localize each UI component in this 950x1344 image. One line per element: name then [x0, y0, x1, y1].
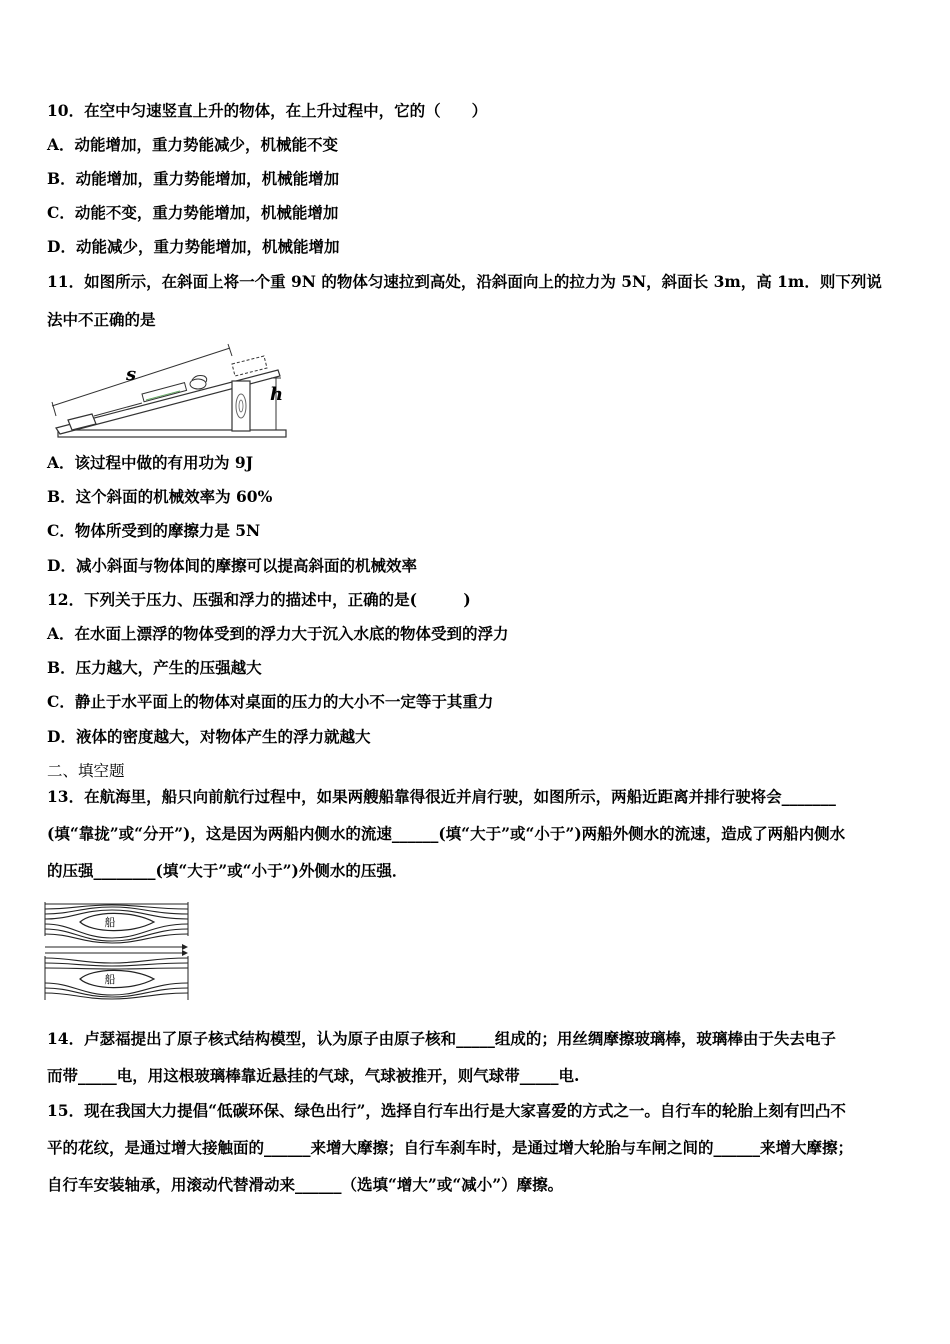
q15-line1: 15．现在我国大力提倡“低碳环保、绿色出行”，选择自行车出行是大家喜爱的方式之一。自行车的轮胎上刻有凹凸不 — [47, 1101, 846, 1120]
q13-line2: (填“靠拢”或“分开”)，这是因为两船内侧水的流速______(填“大于”或“小于”)两船外侧水的流速，造成了两船内侧水 — [47, 824, 846, 843]
q15-line2: 平的花纹，是通过增大接触面的______来增大摩擦；自行车刹车时，是通过增大轮胎与车闸之间的______来增大摩擦； — [47, 1138, 854, 1157]
incline-s-label: s — [126, 364, 137, 385]
q11-option-d: D．减小斜面与物体间的摩擦可以提高斜面的机械效率 — [47, 556, 417, 575]
q11-stem-line2: 法中不正确的是 — [47, 310, 156, 329]
incline-figure — [46, 340, 291, 440]
incline-h-label: h — [270, 384, 284, 405]
q11-option-a: A．该过程中做的有用功为 9J — [47, 453, 254, 472]
q12-option-b: B．压力越大，产生的压强越大 — [47, 658, 262, 677]
q12-stem: 12．下列关于压力、压强和浮力的描述中，正确的是( ) — [47, 590, 471, 609]
q13-line1: 13．在航海里，船只向前航行过程中，如果两艘船靠得很近并肩行驶，如图所示，两船近距离并排行驶将会_______ — [47, 787, 836, 806]
boat-top-label: 船 — [104, 916, 116, 929]
q11-stem-line1: 11．如图所示，在斜面上将一个重 9N 的物体匀速拉到高处，沿斜面向上的拉力为 5N，斜面长 3m，高 1m．则下列说 — [47, 272, 882, 291]
q13-line3: 的压强________(填“大于”或“小于”)外侧水的压强． — [47, 861, 408, 880]
q10-stem: 10．在空中匀速竖直上升的物体，在上升过程中，它的（ ） — [47, 101, 488, 120]
q10-option-c: C．动能不变，重力势能增加，机械能增加 — [47, 203, 339, 222]
q14-line1: 14．卢瑟福提出了原子核式结构模型，认为原子由原子核和_____组成的；用丝绸摩擦玻璃棒，玻璃棒由于失去电子 — [47, 1029, 836, 1048]
q10-option-b: B．动能增加，重力势能增加，机械能增加 — [47, 169, 340, 188]
q12-option-d: D．液体的密度越大，对物体产生的浮力就越大 — [47, 727, 371, 746]
q10-option-d: D．动能减少，重力势能增加，机械能增加 — [47, 237, 340, 256]
section-title-fill-blank: 二、填空题 — [47, 762, 125, 780]
q14-line2: 而带_____电，用这根玻璃棒靠近悬挂的气球，气球被推开，则气球带_____电. — [47, 1066, 580, 1085]
q11-option-b: B．这个斜面的机械效率为 60% — [47, 487, 273, 506]
q12-option-a: A．在水面上漂浮的物体受到的浮力大于沉入水底的物体受到的浮力 — [47, 624, 509, 643]
boat-bottom-label: 船 — [104, 973, 116, 986]
boats-flow-figure — [42, 900, 192, 1002]
q11-option-c: C．物体所受到的摩擦力是 5N — [47, 521, 261, 540]
q12-option-c: C．静止于水平面上的物体对桌面的压力的大小不一定等于其重力 — [47, 692, 494, 711]
q10-option-a: A．动能增加，重力势能减少，机械能不变 — [47, 135, 339, 154]
q15-line3: 自行车安装轴承，用滚动代替滑动来______（选填“增大”或“减小”）摩擦。 — [47, 1175, 564, 1194]
